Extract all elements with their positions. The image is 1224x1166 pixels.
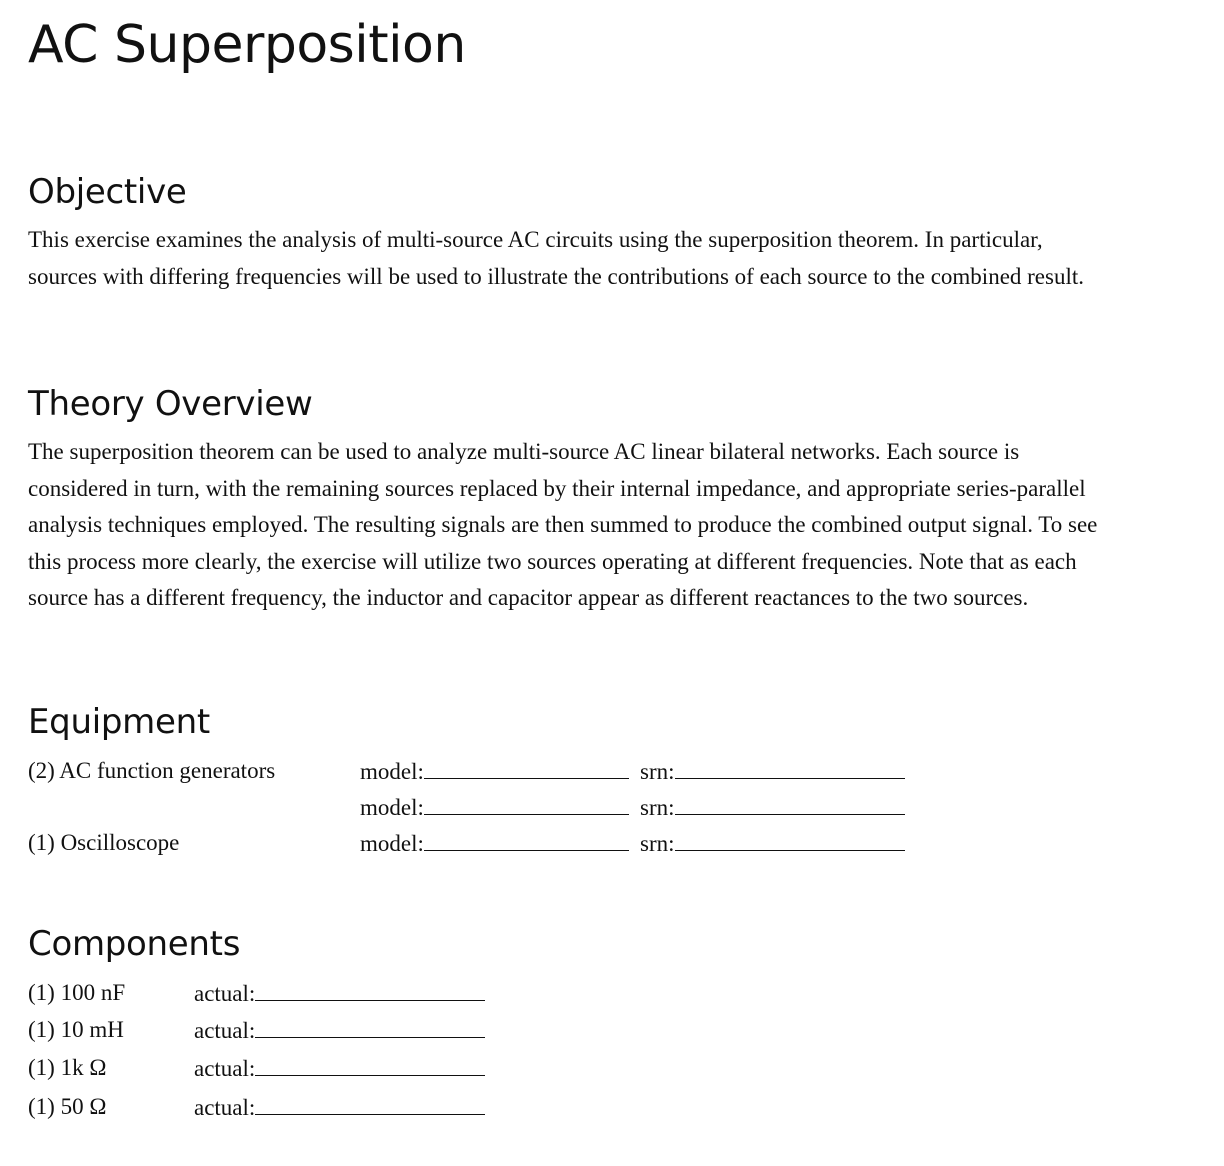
component-item-name: (1) 100 nF <box>28 980 126 1005</box>
srn-label: srn: <box>640 795 675 820</box>
objective-text: This exercise examines the analysis of multi-source AC circuits using the superposition theorem. In particular, sources with differing frequencies will be used to illustrate the contributions of each source to the combined result. <box>28 227 1085 289</box>
model-label: model: <box>360 831 424 856</box>
component-item-name: (1) 1k Ω <box>28 1055 107 1080</box>
objective-heading: Objective <box>28 172 187 212</box>
page-title: AC Superposition <box>28 15 466 75</box>
actual-label: actual: <box>194 1056 256 1081</box>
component-actual-field[interactable] <box>194 978 485 1009</box>
equipment-srn-field[interactable] <box>640 792 905 823</box>
model-blank[interactable] <box>424 828 629 851</box>
model-blank[interactable] <box>424 792 629 815</box>
equipment-model-field[interactable] <box>360 792 629 823</box>
equipment-srn-field[interactable] <box>640 828 905 859</box>
model-label: model: <box>360 795 424 820</box>
equipment-heading: Equipment <box>28 702 210 742</box>
component-actual-field[interactable] <box>194 1053 485 1084</box>
actual-blank[interactable] <box>255 1015 485 1038</box>
srn-blank[interactable] <box>675 792 905 815</box>
actual-blank[interactable] <box>255 1053 485 1076</box>
component-actual-field[interactable] <box>194 1092 485 1123</box>
srn-label: srn: <box>640 831 675 856</box>
equipment-model-field[interactable] <box>360 756 629 787</box>
model-label: model: <box>360 759 424 784</box>
srn-blank[interactable] <box>675 828 905 851</box>
equipment-item-name: (2) AC function generators <box>28 758 276 783</box>
equipment-srn-field[interactable] <box>640 756 905 787</box>
component-item-name: (1) 10 mH <box>28 1017 124 1042</box>
actual-label: actual: <box>194 981 256 1006</box>
theory-text: The superposition theorem can be used to analyze multi-source AC linear bilateral networks. Each source is considered in turn, with the remaining sources replaced by their internal impedance, and appropriate series-parallel analysis techniques employed. The resulting signals are then summed to produce the combined output signal. To see this process more clearly, the exercise will utilize two sources operating at different frequencies. Note that as each source has a different frequency, the inductor and capacitor appear as different reactances to the two sources. <box>28 439 1098 610</box>
actual-blank[interactable] <box>255 978 485 1001</box>
actual-blank[interactable] <box>255 1092 485 1115</box>
actual-label: actual: <box>194 1095 256 1120</box>
theory-heading: Theory Overview <box>28 384 313 424</box>
srn-blank[interactable] <box>675 756 905 779</box>
srn-label: srn: <box>640 759 675 784</box>
equipment-item-name: (1) Oscilloscope <box>28 830 180 855</box>
actual-label: actual: <box>194 1018 256 1043</box>
components-heading: Components <box>28 924 241 964</box>
component-actual-field[interactable] <box>194 1015 485 1046</box>
model-blank[interactable] <box>424 756 629 779</box>
equipment-model-field[interactable] <box>360 828 629 859</box>
component-item-name: (1) 50 Ω <box>28 1094 107 1119</box>
